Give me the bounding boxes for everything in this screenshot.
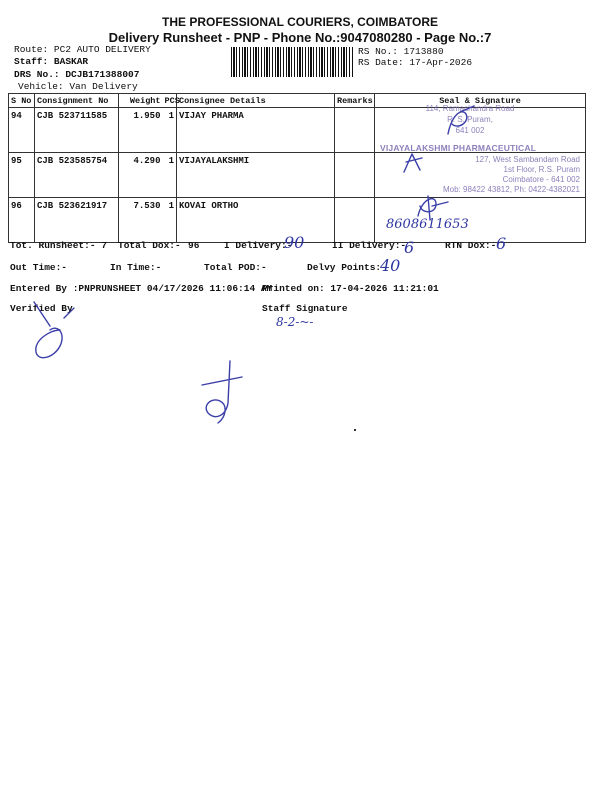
cell-sno: 95 — [9, 153, 35, 198]
dot-mark — [354, 429, 356, 431]
large-signature — [190, 355, 260, 435]
cell-weight: 4.290 — [119, 153, 163, 198]
delvy-points-handwritten: 40 — [380, 256, 401, 275]
drs-value: DCJB171388007 — [65, 69, 140, 80]
cell-remarks — [335, 198, 375, 243]
rs-no-value: 1713880 — [403, 46, 444, 57]
cell-pcs: 1 — [163, 108, 177, 153]
total-pod-label: Total POD:- — [204, 262, 267, 273]
cell-consignee: VIJAY PHARMA — [177, 108, 335, 153]
stamp-line: 641 002 — [455, 126, 485, 135]
staff-signature-label: Staff Signature — [262, 303, 348, 314]
company-title: THE PROFESSIONAL COURIERS, COIMBATORE — [161, 15, 439, 29]
col-remarks: Remarks — [335, 94, 375, 108]
drs-line — [14, 69, 139, 80]
staff-line — [14, 56, 88, 67]
row-95-signature — [400, 150, 430, 176]
vehicle-label: Vehicle: — [18, 81, 64, 92]
pharma-stamp-name: VIJAYALAKSHMI PHARMACEUTICAL — [380, 143, 537, 153]
entered-by: Entered By :PNPRUNSHEET 04/17/2026 11:06:14 AM — [10, 283, 273, 294]
rs-no-label: RS No.: — [358, 46, 398, 57]
barcode — [231, 47, 354, 77]
col-consignee: Consignee Details — [177, 94, 335, 108]
col-weight: Weight — [119, 94, 163, 108]
staff-value: BASKAR — [53, 56, 89, 67]
row-94-signature — [440, 104, 480, 140]
col-sno: S No — [9, 94, 35, 108]
rs-no-line — [358, 46, 444, 57]
delvy-points-label: Delvy Points:- — [307, 262, 387, 273]
vehicle-value: Van Delivery — [69, 81, 138, 92]
rtn-dox-handwritten: 6 — [496, 234, 507, 253]
vehicle-line — [18, 81, 138, 92]
cell-pcs: 1 — [163, 198, 177, 243]
ii-delivery-handwritten: 6 — [404, 238, 415, 257]
rs-date-line — [358, 57, 472, 68]
stamp-line: 127, West Sambandam Road — [475, 155, 580, 164]
cell-consignee: VIJAYALAKSHMI — [177, 153, 335, 198]
tot-runsheet: Tot. Runsheet:- 7 — [10, 240, 107, 251]
route-line — [14, 44, 151, 55]
in-time-label: In Time:- — [110, 262, 162, 273]
col-seal-signature: Seal & Signature — [375, 94, 586, 108]
route-label: Route: — [14, 44, 49, 55]
cell-sno: 94 — [9, 108, 35, 153]
verified-by-signature — [20, 296, 90, 366]
stamp-line: 114, Ramachandra Road — [425, 104, 515, 113]
cell-consignment: CJB 523585754 — [35, 153, 119, 198]
out-time-label: Out Time:- — [10, 262, 68, 273]
col-pcs: PCS — [164, 95, 180, 106]
handwritten-phone: 8608611653 — [386, 217, 469, 232]
total-dox-value: 96 — [188, 240, 200, 251]
drs-label: DRS No.: — [14, 69, 60, 80]
cell-remarks — [335, 108, 375, 153]
cell-remarks — [335, 153, 375, 198]
total-dox-label: Total Dox:- — [118, 240, 181, 251]
stamp-line: Coimbatore - 641 002 — [502, 175, 580, 184]
cell-pcs: 1 — [163, 153, 177, 198]
stamp-line: R. S. Puram, — [447, 115, 493, 124]
printed-on: Printed on: 17-04-2026 11:21:01 — [262, 283, 439, 294]
stamp-line: 1st Floor, R.S. Puram — [503, 165, 580, 174]
staff-label: Staff: — [14, 56, 49, 67]
col-consignment: Consignment No — [35, 94, 119, 108]
rtn-dox-label: RTN Dox:- — [445, 240, 497, 251]
i-delivery-handwritten: 90 — [284, 233, 305, 252]
runsheet-subtitle: Delivery Runsheet - PNP - Phone No.:9047080280 - Page No.:7 — [108, 30, 492, 45]
stamp-line: Mob: 98422 43812, Ph: 0422-4382021 — [442, 185, 580, 194]
cell-weight: 7.530 — [119, 198, 163, 243]
route-value: PC2 AUTO DELIVERY — [53, 44, 151, 55]
rs-date-value: 17-Apr-2026 — [409, 57, 473, 68]
staff-signature-handwritten: 8-2-~- — [276, 315, 314, 329]
verified-by-label: Verified By — [10, 303, 73, 314]
ii-delivery-label: II Delivery:- — [332, 240, 407, 251]
rs-date-label: RS Date: — [358, 57, 404, 68]
cell-sno: 96 — [9, 198, 35, 243]
i-delivery-label: I Delivery:- — [224, 240, 293, 251]
cell-consignment: CJB 523711585 — [35, 108, 119, 153]
cell-consignee: KOVAI ORTHO — [177, 198, 335, 243]
cell-consignment: CJB 523621917 — [35, 198, 119, 243]
cell-weight: 1.950 — [119, 108, 163, 153]
